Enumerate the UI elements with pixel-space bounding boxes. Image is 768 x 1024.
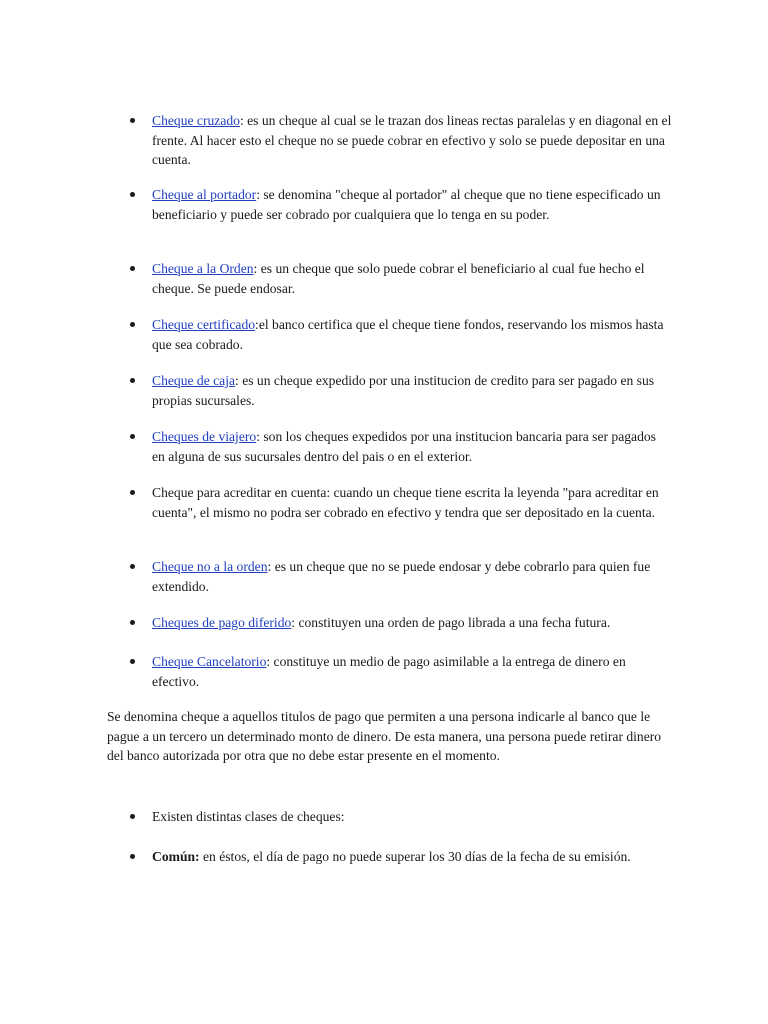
bullet-icon	[130, 814, 135, 819]
bullet-icon	[130, 659, 135, 664]
link-cheque-cancelatorio[interactable]: Cheque Cancelatorio	[152, 654, 267, 669]
bullet-icon	[130, 266, 135, 271]
bullet-icon	[130, 620, 135, 625]
bullet-icon	[130, 490, 135, 495]
bullet-icon	[130, 378, 135, 383]
cheque-types-list	[152, 111, 672, 690]
list-item: Cheque al portador: se denomina "cheque al portador" al cheque que no tiene especificado un beneficiario y puede ser cobrado por cualquiera que lo tenga en su poder.	[152, 185, 672, 241]
bullet-icon	[130, 192, 135, 197]
intro-paragraph: Se denomina cheque a aquellos titulos de pago que permiten a una persona indicarle al banco que le pague a un tercero un determinado monto de dinero. De esta manera, una persona puede retirar dinero del banco autorizada por otra que no debe estar presente en el momento.	[107, 709, 662, 763]
cheque-classes-list	[152, 807, 672, 885]
item-text: son los cheques expedidos por una institucion bancaria para ser pagados en alguna de sus sucursales dentro del pais o en el exterior.	[152, 429, 656, 464]
link-cheques-de-pago-diferido[interactable]: Cheques de pago diferido	[152, 615, 292, 630]
bullet-icon	[130, 854, 135, 859]
list-item: Cheque no a la orden: es un cheque que no se puede endosar y debe cobrarlo para quien fue extendido.	[152, 557, 672, 595]
list-item: Cheque Cancelatorio: constituye un medio de pago asimilable a la entrega de dinero en efectivo.	[152, 652, 672, 690]
link-cheque-no-a-la-orden[interactable]: Cheque no a la orden	[152, 559, 268, 574]
link-cheque-al-portador[interactable]: Cheque al portador	[152, 187, 257, 202]
bullet-icon	[130, 564, 135, 569]
item-text: Existen distintas clases de cheques:	[152, 809, 345, 824]
list-item: Cheque certificado:el banco certifica que el cheque tiene fondos, reservando los mismos hasta que sea cobrado.	[152, 315, 672, 353]
bullet-icon	[130, 118, 135, 123]
item-text: se denomina "cheque al portador" al cheque que no tiene especificado un beneficiario y puede ser cobrado por cualquiera que lo tenga en su poder.	[152, 187, 661, 222]
list-item: Cheques de viajero: son los cheques expedidos por una institucion bancaria para ser pagados en alguna de sus sucursales dentro del pais o en el exterior.	[152, 427, 672, 465]
item-text: el banco certifica que el cheque tiene fondos, reservando los mismos hasta que sea cobrado.	[152, 317, 664, 352]
list-item	[152, 483, 672, 539]
item-text: constituye un medio de pago asimilable a la entrega de dinero en efectivo.	[152, 654, 626, 689]
link-cheque-a-la-orden[interactable]: Cheque a la Orden	[152, 261, 254, 276]
link-cheque-certificado[interactable]: Cheque certificado	[152, 317, 256, 332]
list-item: Cheques de pago diferido: constituyen una orden de pago librada a una fecha futura.	[152, 613, 672, 633]
link-cheque-cruzado[interactable]: Cheque cruzado	[152, 113, 240, 128]
item-text: constituyen una orden de pago librada a una fecha futura.	[295, 615, 611, 630]
item-text: es un cheque al cual se le trazan dos lineas rectas paralelas y en diagonal en el frente. Al hacer esto el cheque no se puede cobrar en efectivo y solo se puede depositar en una cuenta.	[152, 113, 672, 167]
bullet-icon	[130, 434, 135, 439]
item-text: es un cheque que solo puede cobrar el beneficiario al cual fue hecho el cheque. Se puede endosar.	[152, 261, 645, 296]
term-label: Común:	[152, 849, 200, 864]
list-item: Cheque cruzado: es un cheque al cual se le trazan dos lineas rectas paralelas y en diagonal en el frente. Al hacer esto el cheque no se puede cobrar en efectivo y solo se puede depositar en una cuenta.	[152, 111, 672, 167]
list-item	[152, 847, 672, 885]
item-text: es un cheque que no se puede endosar y debe cobrarlo para quien fue extendido.	[152, 559, 651, 594]
item-text: Cheque para acreditar en cuenta: cuando un cheque tiene escrita la leyenda "para acreditar en cuenta", el mismo no podra ser cobrado en efectivo y tendra que ser depositado en la cuenta.	[152, 485, 659, 520]
link-cheque-de-caja[interactable]: Cheque de caja	[152, 373, 236, 388]
list-item	[152, 807, 672, 827]
bullet-icon	[130, 322, 135, 327]
item-text: en éstos, el día de pago no puede superar los 30 días de la fecha de su emisión.	[199, 849, 631, 864]
list-item: Cheque a la Orden: es un cheque que solo puede cobrar el beneficiario al cual fue hecho el cheque. Se puede endosar.	[152, 259, 672, 297]
list-item: Cheque de caja: es un cheque expedido por una institucion de credito para ser pagado en sus propias sucursales.	[152, 371, 672, 409]
item-text: es un cheque expedido por una institucion de credito para ser pagado en sus propias sucursales.	[152, 373, 655, 408]
link-cheques-de-viajero[interactable]: Cheques de viajero	[152, 429, 257, 444]
